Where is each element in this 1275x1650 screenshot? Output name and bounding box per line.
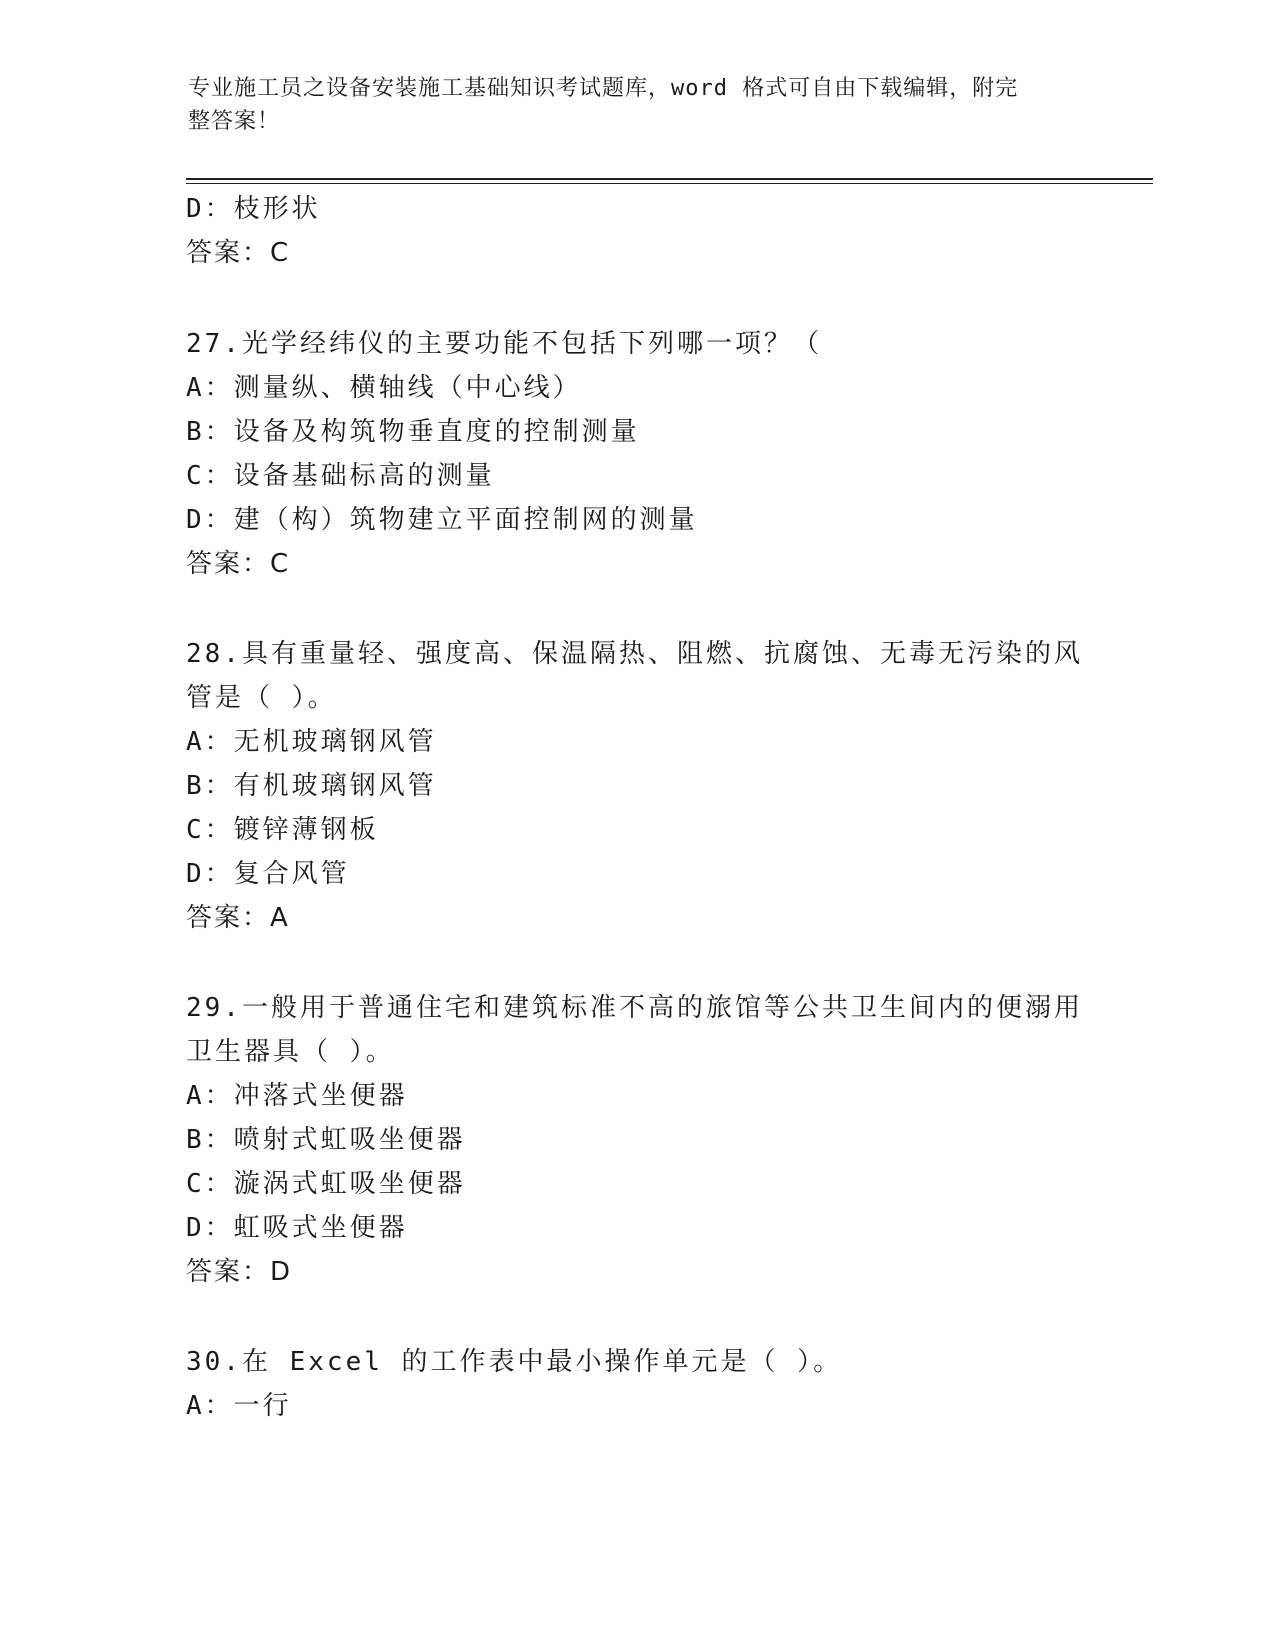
q30-option-a: A：一行 — [186, 1391, 292, 1421]
q28-option-d: D：复合风管 — [186, 859, 350, 889]
q29-option-c: C：漩涡式虹吸坐便器 — [186, 1169, 466, 1199]
q26-answer: 答案：C — [186, 238, 291, 268]
q27-question: 27.光学经纬仪的主要功能不包括下列哪一项？（ — [186, 329, 822, 359]
q28-answer: 答案：A — [186, 903, 290, 933]
q26-option-d: D：枝形状 — [186, 194, 321, 224]
q27-answer: 答案：C — [186, 549, 291, 579]
q27-option-d: D：建（构）筑物建立平面控制网的测量 — [186, 505, 698, 535]
q28-option-c: C：镀锌薄钢板 — [186, 815, 379, 845]
q28-option-b: B：有机玻璃钢风管 — [186, 771, 437, 801]
q30-question: 30.在 Excel 的工作表中最小操作单元是（ ）。 — [186, 1347, 843, 1377]
q28-question-line-1: 28.具有重量轻、强度高、保温隔热、阻燃、抗腐蚀、无毒无污染的风 — [186, 639, 1083, 669]
header-divider-thin — [186, 183, 1153, 184]
q27-option-c: C：设备基础标高的测量 — [186, 461, 495, 491]
header-line-1: 专业施工员之设备安装施工基础知识考试题库，word 格式可自由下载编辑，附完 — [188, 76, 1019, 101]
q27-option-a: A：测量纵、横轴线（中心线） — [186, 373, 582, 403]
q27-option-b: B：设备及构筑物垂直度的控制测量 — [186, 417, 640, 447]
q28-question-line-2: 管是（ ）。 — [186, 683, 337, 713]
q29-option-b: B：喷射式虹吸坐便器 — [186, 1125, 466, 1155]
header-line-2: 整答案！ — [188, 109, 281, 134]
q29-option-d: D：虹吸式坐便器 — [186, 1213, 408, 1243]
page-header — [188, 72, 1068, 138]
q29-question-line-2: 卫生器具（ ）。 — [186, 1037, 395, 1067]
header-divider-thick — [186, 178, 1153, 180]
q28-option-a: A：无机玻璃钢风管 — [186, 727, 437, 757]
q29-option-a: A：冲落式坐便器 — [186, 1081, 408, 1111]
q29-answer: 答案：D — [186, 1257, 293, 1287]
q29-question-line-1: 29.一般用于普通住宅和建筑标准不高的旅馆等公共卫生间内的便溺用 — [186, 993, 1083, 1023]
